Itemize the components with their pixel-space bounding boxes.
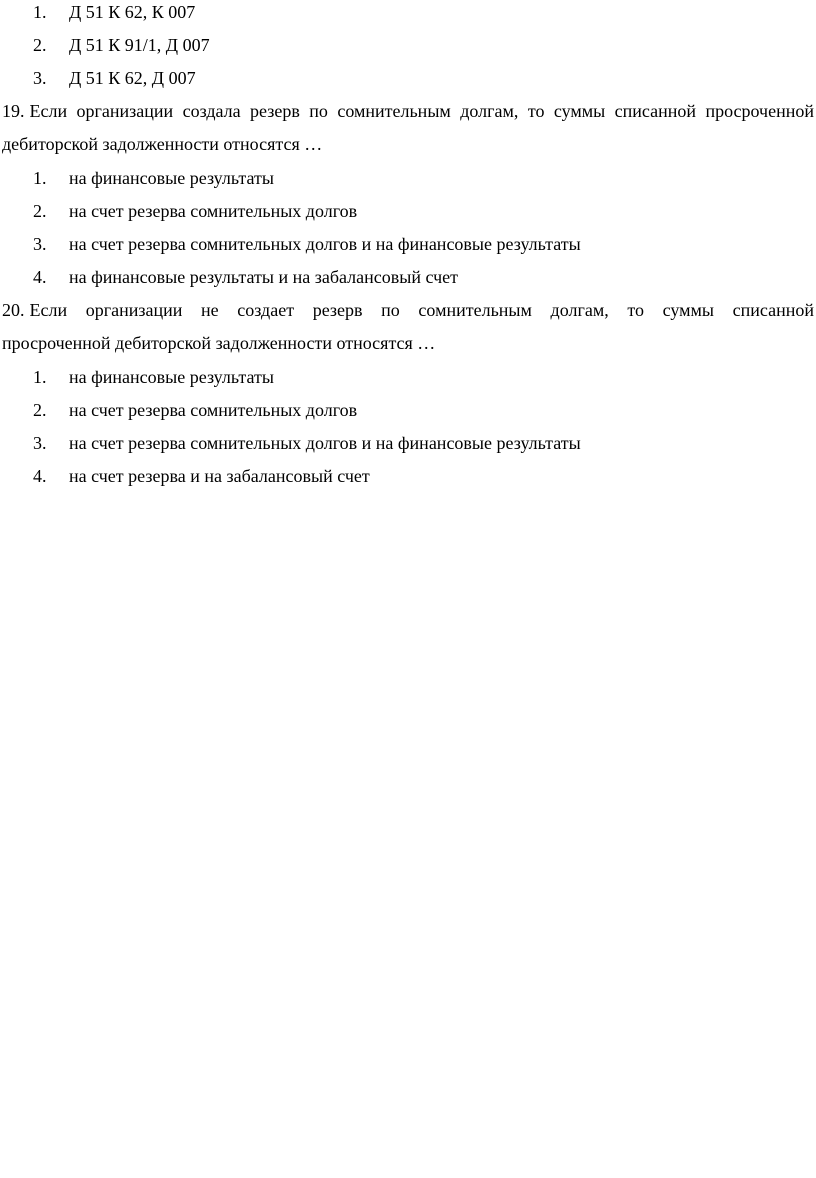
list-item-number: 1. <box>33 168 47 188</box>
list-item-number: 2. <box>33 35 47 55</box>
list-item <box>0 228 816 261</box>
list-item-text: на счет резерва сомнительных долгов и на финансовые результаты <box>69 234 581 254</box>
list-item <box>0 29 816 62</box>
list-item-text: Д 51 К 62, Д 007 <box>69 68 196 88</box>
list-item-text: на счет резерва сомнительных долгов <box>69 400 358 420</box>
list-item <box>0 394 816 427</box>
list-item-number: 3. <box>33 234 47 254</box>
question-19 <box>2 95 814 161</box>
list-item-text: на финансовые результаты <box>69 168 274 188</box>
list-item-text: на финансовые результаты <box>69 367 274 387</box>
list-item <box>0 460 816 493</box>
list-item <box>0 162 816 195</box>
list-item <box>0 62 816 95</box>
question-number: 20. <box>2 300 25 320</box>
list-item <box>0 0 816 29</box>
question-number: 19. <box>2 101 25 121</box>
list-item-text: на счет резерва сомнительных долгов и на финансовые результаты <box>69 433 581 453</box>
list-item-text: Д 51 К 91/1, Д 007 <box>69 35 210 55</box>
list-item-number: 4. <box>33 267 47 287</box>
list-item <box>0 195 816 228</box>
list-item <box>0 427 816 460</box>
list-item-text: на финансовые результаты и на забалансовый счет <box>69 267 458 287</box>
list-item-text: на счет резерва и на забалансовый счет <box>69 466 370 486</box>
list-item <box>0 261 816 294</box>
list-item-text: на счет резерва сомнительных долгов <box>69 201 358 221</box>
list-item-number: 1. <box>33 367 47 387</box>
list-item-number: 2. <box>33 201 47 221</box>
list-item-number: 3. <box>33 68 47 88</box>
list-item-number: 4. <box>33 466 47 486</box>
list-item-text: Д 51 К 62, К 007 <box>69 2 196 22</box>
question-text-line2: дебиторской задолженности относятся … <box>2 134 323 154</box>
list-item-number: 2. <box>33 400 47 420</box>
question-20 <box>2 294 814 360</box>
list-item-number: 1. <box>33 2 47 22</box>
list-item <box>0 361 816 394</box>
list-item-number: 3. <box>33 433 47 453</box>
question-text-line2: просроченной дебиторской задолженности относятся … <box>2 333 436 353</box>
question-text-line1: Если организации создала резерв по сомнительным долгам, то суммы списанной просроченной <box>29 101 814 121</box>
question-text-line1: Если организации не создает резерв по сомнительным долгам, то суммы списанной <box>29 300 814 320</box>
